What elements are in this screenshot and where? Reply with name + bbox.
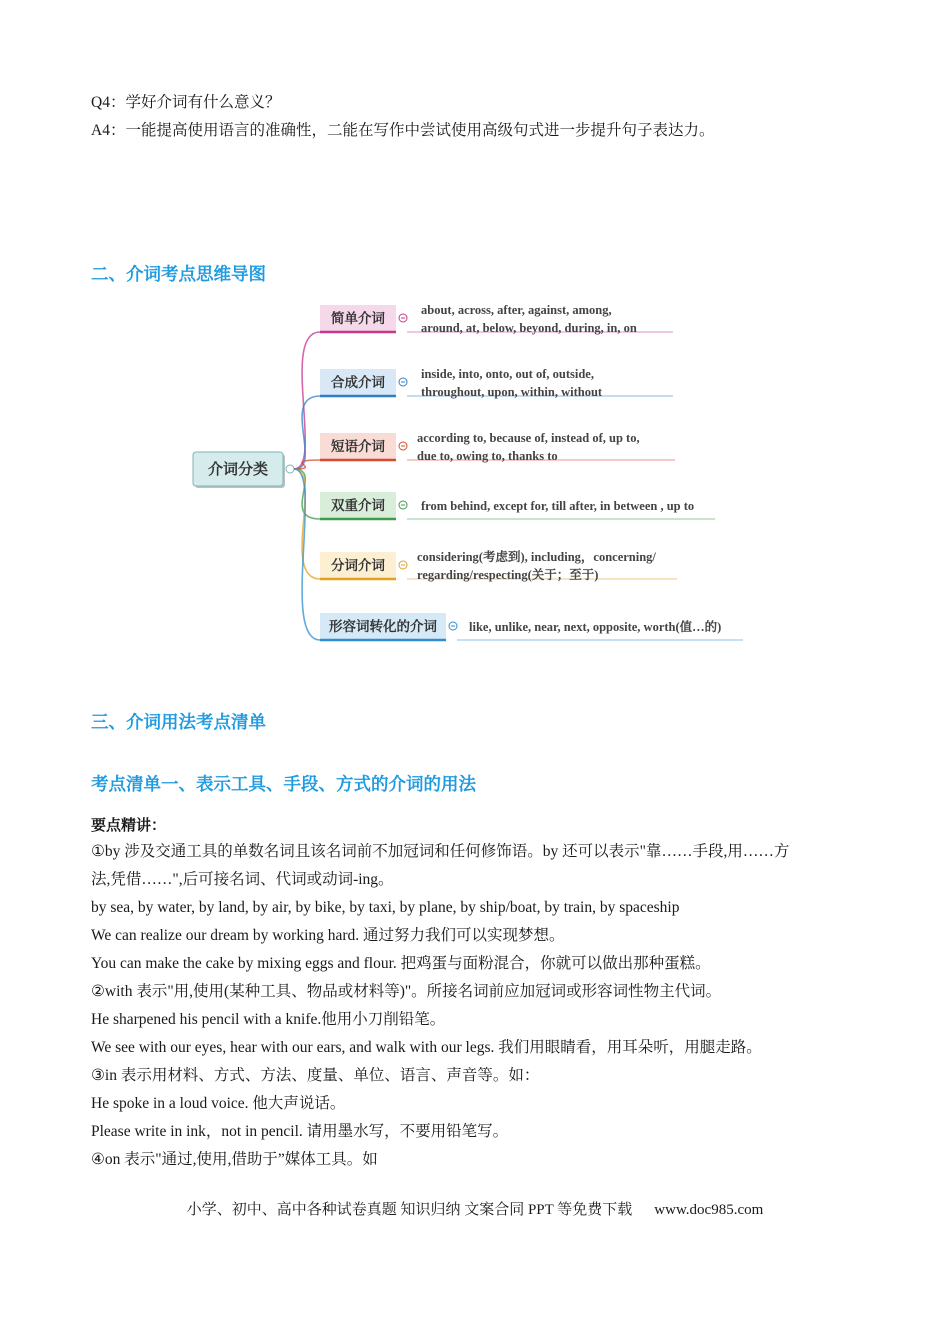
leaf-text: according to, because of, instead of, up to,: [417, 431, 640, 445]
leaf-text: about, across, after, against, among,: [421, 303, 612, 317]
footer-url[interactable]: www.doc985.com: [654, 1202, 764, 1218]
branch-label: 形容词转化的介词: [329, 619, 437, 635]
root-label: 介词分类: [207, 460, 269, 478]
leaf-text: throughout, upon, within, without: [421, 385, 603, 399]
point-line: You can make the cake by mixing eggs and flour. 把鸡蛋与面粉混合，你就可以做出那种蛋糕。: [91, 955, 711, 972]
key-points-label: 要点精讲：: [91, 816, 167, 834]
leaf-text: like, unlike, near, next, opposite, worth(值…的): [469, 620, 722, 634]
branch-label: 简单介词: [331, 311, 385, 327]
checklist-1-heading: 考点清单一、表示工具、手段、方式的介词的用法: [91, 775, 476, 795]
answer-a4: A4：一能提高使用语言的准确性，二能在写作中尝试使用高级句式进一步提升句子表达力。: [91, 122, 715, 139]
point-line: ④on 表示"通过,使用,借助于”媒体工具。如: [91, 1151, 378, 1168]
collapse-icon: [286, 465, 294, 473]
page-footer: [0, 1198, 950, 1219]
branch-label: 合成介词: [331, 375, 385, 391]
branch-connector: [294, 396, 320, 469]
point-line: 法,凭借……",后可接名词、代词或动词-ing。: [91, 871, 394, 888]
point-line: ③in 表示用材料、方式、方法、度量、单位、语言、声音等。如：: [91, 1067, 540, 1084]
leaf-text: from behind, except for, till after, in between , up to: [421, 499, 695, 513]
leaf-text: considering(考虑到), including，concerning/: [417, 550, 656, 564]
point-line: by sea, by water, by land, by air, by bike, by taxi, by plane, by ship/boat, by train, by spaceship: [91, 899, 680, 916]
branch-connector: [294, 469, 320, 519]
point-line: ②with 表示"用,使用(某种工具、物品或材料等)"。所接名词前应加冠词或形容词性物主代词。: [91, 983, 722, 1000]
leaf-text: due to, owing to, thanks to: [417, 449, 558, 463]
point-line: He spoke in a loud voice. 他大声说话。: [91, 1095, 346, 1112]
branch-connector: [294, 469, 320, 640]
leaf-text: regarding/respecting(关于；至于): [417, 568, 599, 582]
section-3-heading: 三、介词用法考点清单: [91, 713, 266, 733]
leaf-text: inside, into, onto, out of, outside,: [421, 367, 594, 381]
section-2-heading: 二、介词考点思维导图: [91, 265, 266, 285]
branch-label: 短语介词: [331, 439, 385, 455]
point-line: We can realize our dream by working hard. 通过努力我们可以实现梦想。: [91, 927, 565, 944]
preposition-mind-map: [190, 295, 750, 655]
branch-label: 分词介词: [331, 558, 385, 574]
point-line: Please write in ink，not in pencil. 请用墨水写，不要用铅笔写。: [91, 1123, 509, 1140]
branch-label: 双重介词: [331, 498, 385, 514]
point-line: He sharpened his pencil with a knife.他用小刀削铅笔。: [91, 1011, 446, 1028]
leaf-text: around, at, below, beyond, during, in, on: [421, 321, 637, 335]
point-line: ①by 涉及交通工具的单数名词且该名词前不加冠词和任何修饰语。by 还可以表示"靠……手段,用……方: [91, 843, 790, 860]
branch-connector: [294, 469, 320, 579]
question-q4: Q4：学好介词有什么意义？: [91, 94, 281, 111]
footer-text: 小学、初中、高中各种试卷真题 知识归纳 文案合同 PPT 等免费下载: [186, 1202, 633, 1218]
point-line: We see with our eyes, hear with our ears, and walk with our legs. 我们用眼睛看，用耳朵听，用腿走路。: [91, 1039, 762, 1056]
